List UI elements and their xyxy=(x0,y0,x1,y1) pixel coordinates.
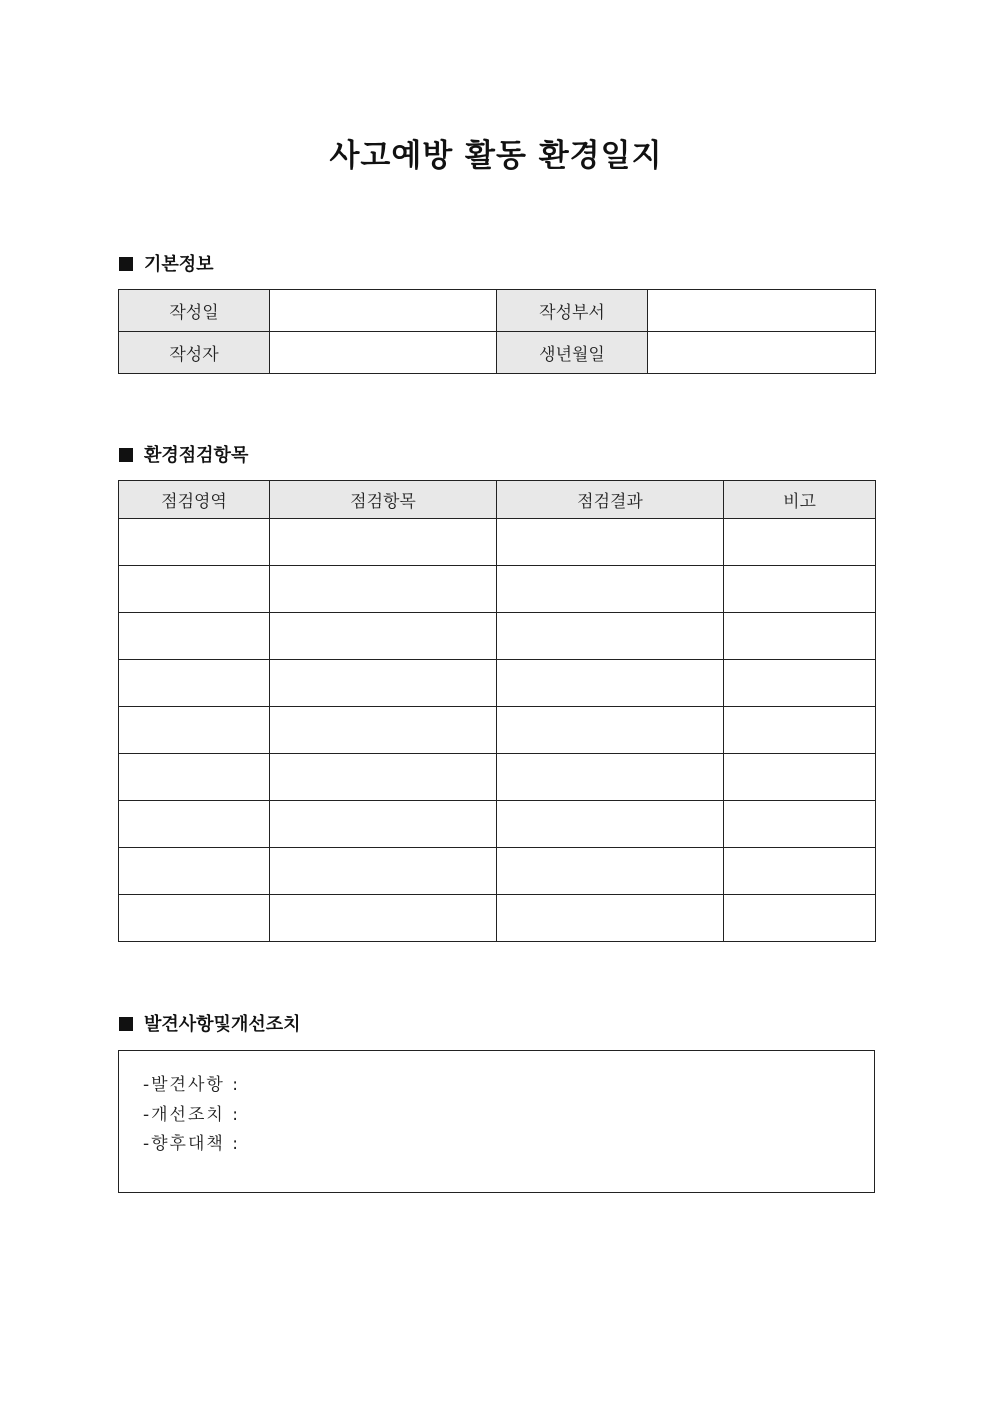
author-field[interactable] xyxy=(270,332,497,374)
table-row xyxy=(119,707,876,754)
table-row xyxy=(119,848,876,895)
item-cell[interactable] xyxy=(270,660,497,707)
inspection-table xyxy=(118,480,876,942)
area-cell[interactable] xyxy=(119,754,270,801)
square-bullet-icon xyxy=(119,257,133,271)
department-field[interactable] xyxy=(648,290,876,332)
area-cell[interactable] xyxy=(119,895,270,942)
area-cell[interactable] xyxy=(119,707,270,754)
area-cell[interactable] xyxy=(119,613,270,660)
remarks-cell[interactable] xyxy=(724,519,876,566)
table-row xyxy=(119,566,876,613)
result-cell[interactable] xyxy=(497,707,724,754)
result-cell[interactable] xyxy=(497,519,724,566)
column-header-result: 점검결과 xyxy=(497,481,724,519)
item-cell[interactable] xyxy=(270,895,497,942)
findings-heading-text: 발견사항및개선조치 xyxy=(144,1014,301,1035)
remarks-cell[interactable] xyxy=(724,660,876,707)
remarks-cell[interactable] xyxy=(724,707,876,754)
result-cell[interactable] xyxy=(497,566,724,613)
result-cell[interactable] xyxy=(497,613,724,660)
area-cell[interactable] xyxy=(119,519,270,566)
created-date-field[interactable] xyxy=(270,290,497,332)
basic-info-table xyxy=(118,289,876,374)
table-row xyxy=(119,613,876,660)
findings-lines xyxy=(143,1071,240,1160)
label-created-date: 작성일 xyxy=(119,290,270,332)
table-row xyxy=(119,754,876,801)
remarks-cell[interactable] xyxy=(724,566,876,613)
square-bullet-icon xyxy=(119,448,133,462)
findings-line-discovery: -발견사항 : xyxy=(143,1075,240,1095)
remarks-cell[interactable] xyxy=(724,754,876,801)
area-cell[interactable] xyxy=(119,848,270,895)
findings-line-improvement: -개선조치 : xyxy=(143,1104,240,1125)
findings-heading xyxy=(119,1013,301,1037)
item-cell[interactable] xyxy=(270,801,497,848)
basic-info-heading-text: 기본정보 xyxy=(144,254,214,275)
remarks-cell[interactable] xyxy=(724,801,876,848)
area-cell[interactable] xyxy=(119,566,270,613)
remarks-cell[interactable] xyxy=(724,613,876,660)
item-cell[interactable] xyxy=(270,754,497,801)
area-cell[interactable] xyxy=(119,801,270,848)
table-row xyxy=(119,660,876,707)
inspection-body xyxy=(119,519,876,942)
remarks-cell[interactable] xyxy=(724,895,876,942)
table-header-row xyxy=(119,481,876,519)
label-birth-date: 생년월일 xyxy=(497,332,648,374)
column-header-area: 점검영역 xyxy=(119,481,270,519)
label-author: 작성자 xyxy=(119,332,270,374)
result-cell[interactable] xyxy=(497,895,724,942)
result-cell[interactable] xyxy=(497,754,724,801)
inspection-heading-text: 환경점검항목 xyxy=(144,445,249,466)
column-header-remarks: 비고 xyxy=(724,481,876,519)
remarks-cell[interactable] xyxy=(724,848,876,895)
label-department: 작성부서 xyxy=(497,290,648,332)
table-row xyxy=(119,801,876,848)
item-cell[interactable] xyxy=(270,848,497,895)
item-cell[interactable] xyxy=(270,613,497,660)
basic-info-heading xyxy=(119,253,214,277)
table-row xyxy=(119,519,876,566)
area-cell[interactable] xyxy=(119,660,270,707)
table-row xyxy=(119,290,876,332)
table-row xyxy=(119,895,876,942)
result-cell[interactable] xyxy=(497,848,724,895)
item-cell[interactable] xyxy=(270,707,497,754)
page-title: 사고예방 활동 환경일지 xyxy=(329,138,663,174)
result-cell[interactable] xyxy=(497,801,724,848)
result-cell[interactable] xyxy=(497,660,724,707)
birth-date-field[interactable] xyxy=(648,332,876,374)
findings-box[interactable] xyxy=(118,1050,875,1193)
square-bullet-icon xyxy=(119,1017,133,1031)
column-header-item: 점검항목 xyxy=(270,481,497,519)
inspection-heading xyxy=(119,444,248,468)
item-cell[interactable] xyxy=(270,566,497,613)
item-cell[interactable] xyxy=(270,519,497,566)
findings-line-future-plan: -향후대책 : xyxy=(143,1134,240,1154)
table-row xyxy=(119,332,876,374)
